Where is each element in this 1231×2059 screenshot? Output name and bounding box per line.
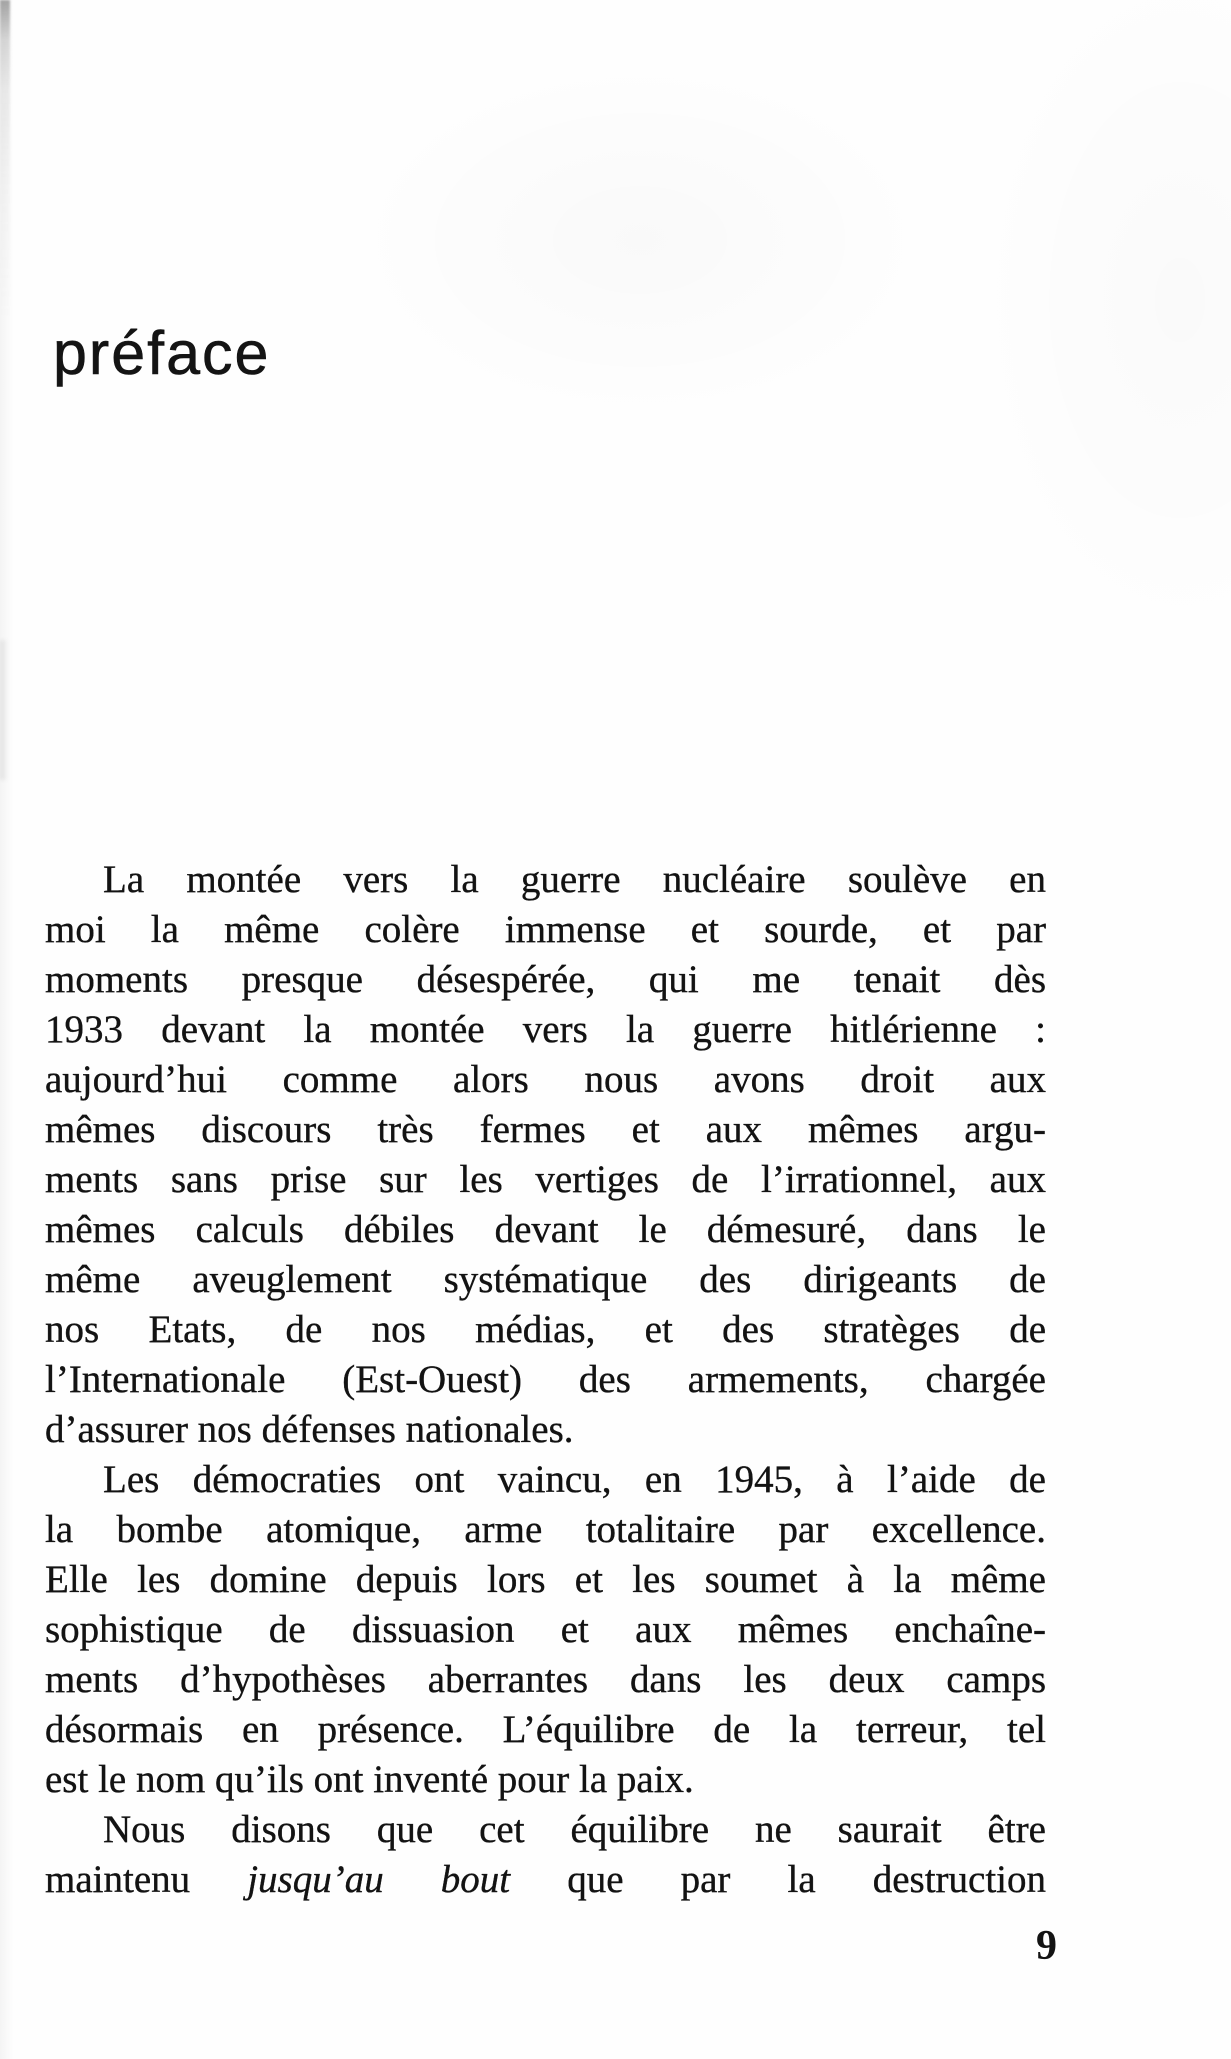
text-segment: même aveuglement systématique des dirigeants de: [45, 1258, 1046, 1301]
text-line: [45, 1105, 1046, 1155]
scan-artifact-left-edge: [0, 0, 10, 320]
text-segment: nos Etats, de nos médias, et des stratèges de: [45, 1308, 1046, 1351]
text-segment: ments d’hypothèses aberrantes dans les deux camps: [45, 1658, 1046, 1701]
text-line: [45, 1305, 1046, 1355]
text-segment: moi la même colère immense et sourde, et par: [45, 908, 1046, 951]
preface-title: préface: [53, 319, 271, 387]
text-segment: d’assurer nos défenses nationales.: [45, 1408, 574, 1451]
text-line: [45, 1855, 1046, 1905]
text-segment: ments sans prise sur les vertiges de l’irrationnel, aux: [45, 1158, 1046, 1201]
text-segment: est le nom qu’ils ont inventé pour la paix.: [45, 1758, 694, 1801]
text-line: [45, 1255, 1046, 1305]
text-line: [45, 1655, 1046, 1705]
text-line: [45, 1755, 1046, 1805]
text-line: [45, 1055, 1046, 1105]
text-line: [45, 1505, 1046, 1555]
text-segment: sophistique de dissuasion et aux mêmes enchaîne-: [45, 1608, 1046, 1651]
text-segment: mêmes calculs débiles devant le démesuré, dans le: [45, 1208, 1046, 1251]
italic-text-segment: jusqu’au bout: [247, 1858, 511, 1901]
text-segment: La montée vers la guerre nucléaire soulève en: [103, 858, 1046, 901]
text-segment: aujourd’hui comme alors nous avons droit aux: [45, 1058, 1046, 1101]
text-segment: Les démocraties ont vaincu, en 1945, à l’aide de: [103, 1458, 1046, 1501]
text-line: [45, 905, 1046, 955]
page-number: 9: [1036, 1923, 1057, 1969]
text-line: [45, 1155, 1046, 1205]
text-segment: 1933 devant la montée vers la guerre hitlérienne :: [45, 1008, 1046, 1051]
text-line: [45, 1605, 1046, 1655]
text-line: [45, 955, 1046, 1005]
text-segment: Elle les domine depuis lors et les soumet à la même: [45, 1558, 1046, 1601]
text-segment: Nous disons que cet équilibre ne saurait être: [103, 1808, 1046, 1851]
body-text-block: [45, 855, 1046, 1905]
text-line: [45, 1355, 1046, 1405]
text-segment: la bombe atomique, arme totalitaire par excellence.: [45, 1508, 1046, 1551]
text-line: [45, 1455, 1046, 1505]
scan-artifact-left-band: [0, 640, 8, 780]
text-line: [45, 1705, 1046, 1755]
text-line: [45, 855, 1046, 905]
text-line: [45, 1405, 1046, 1455]
text-segment: maintenu: [45, 1858, 248, 1901]
text-line: [45, 1555, 1046, 1605]
text-segment: mêmes discours très fermes et aux mêmes argu-: [45, 1108, 1046, 1151]
text-segment: l’Internationale (Est-Ouest) des armements, chargée: [45, 1358, 1046, 1401]
text-line: [45, 1805, 1046, 1855]
text-segment: que par la destruction: [510, 1858, 1046, 1901]
text-segment: moments presque désespérée, qui me tenait dès: [45, 958, 1046, 1001]
text-line: [45, 1005, 1046, 1055]
text-segment: désormais en présence. L’équilibre de la terreur, tel: [45, 1708, 1046, 1751]
text-line: [45, 1205, 1046, 1255]
